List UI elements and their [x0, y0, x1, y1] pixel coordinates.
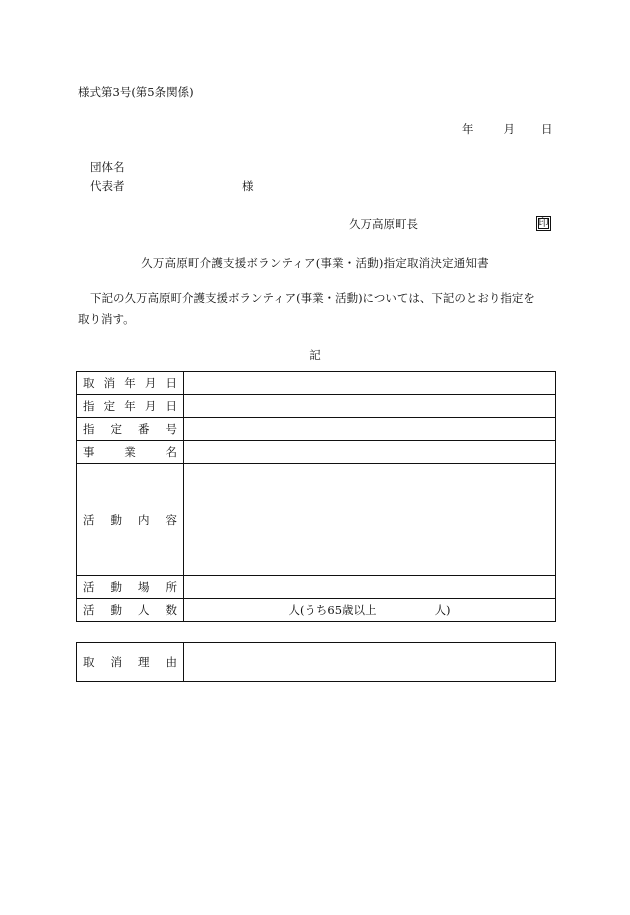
table-row-designation-number [77, 418, 556, 441]
table-row-activity-content [77, 464, 556, 576]
seal-mark: 印 [536, 216, 551, 231]
count-over65-unit: 人) [434, 603, 451, 617]
table-row-cancel-reason [77, 643, 556, 682]
activity-content-field[interactable] [184, 464, 556, 576]
cancel-date-label: 取 消 年 月 日 [77, 372, 184, 395]
date-day-label: 日 [541, 122, 553, 136]
designation-number-label: 指 定 番 号 [77, 418, 184, 441]
table-row-designation-date [77, 395, 556, 418]
participant-count-label: 活 動 人 数 [77, 599, 184, 622]
table-row-cancel-date [77, 372, 556, 395]
count-over65-label: (うち65歳以上 [299, 603, 377, 617]
activity-place-field[interactable] [184, 576, 556, 599]
participant-count-field[interactable] [184, 599, 556, 622]
count-person-unit: 人 [288, 603, 300, 617]
date-month-label: 月 [503, 122, 515, 136]
reason-table [76, 642, 556, 682]
table-row-participant-count [77, 599, 556, 622]
recipient-org-label: 団体名 [90, 160, 125, 174]
details-table [76, 371, 556, 622]
activity-content-label: 活 動 内 容 [77, 464, 184, 576]
activity-place-label: 活 動 場 所 [77, 576, 184, 599]
table-row-business-name [77, 441, 556, 464]
designation-number-field[interactable] [184, 418, 556, 441]
ki-heading: 記 [309, 348, 321, 362]
business-name-field[interactable] [184, 441, 556, 464]
cancel-reason-label: 取 消 理 由 [77, 643, 184, 682]
designation-date-field[interactable] [184, 395, 556, 418]
cancel-reason-field[interactable] [184, 643, 556, 682]
body-text-line2: 取り消す。 [78, 312, 135, 326]
body-text-line1: 下記の久万高原町介護支援ボランティア(事業・活動)については、下記のとおり指定を [90, 291, 535, 305]
designation-date-label: 指 定 年 月 日 [77, 395, 184, 418]
date-year-label: 年 [462, 122, 474, 136]
date-line [462, 124, 553, 136]
business-name-label: 事 業 名 [77, 441, 184, 464]
sender-name: 久万高原町長 [349, 217, 418, 231]
honorific: 様 [242, 179, 254, 193]
recipient-rep-label: 代表者 [90, 179, 125, 193]
form-number: 様式第3号(第5条関係) [78, 85, 194, 99]
table-row-activity-place [77, 576, 556, 599]
document-title: 久万高原町介護支援ボランティア(事業・活動)指定取消決定通知書 [141, 256, 489, 270]
cancel-date-field[interactable] [184, 372, 556, 395]
